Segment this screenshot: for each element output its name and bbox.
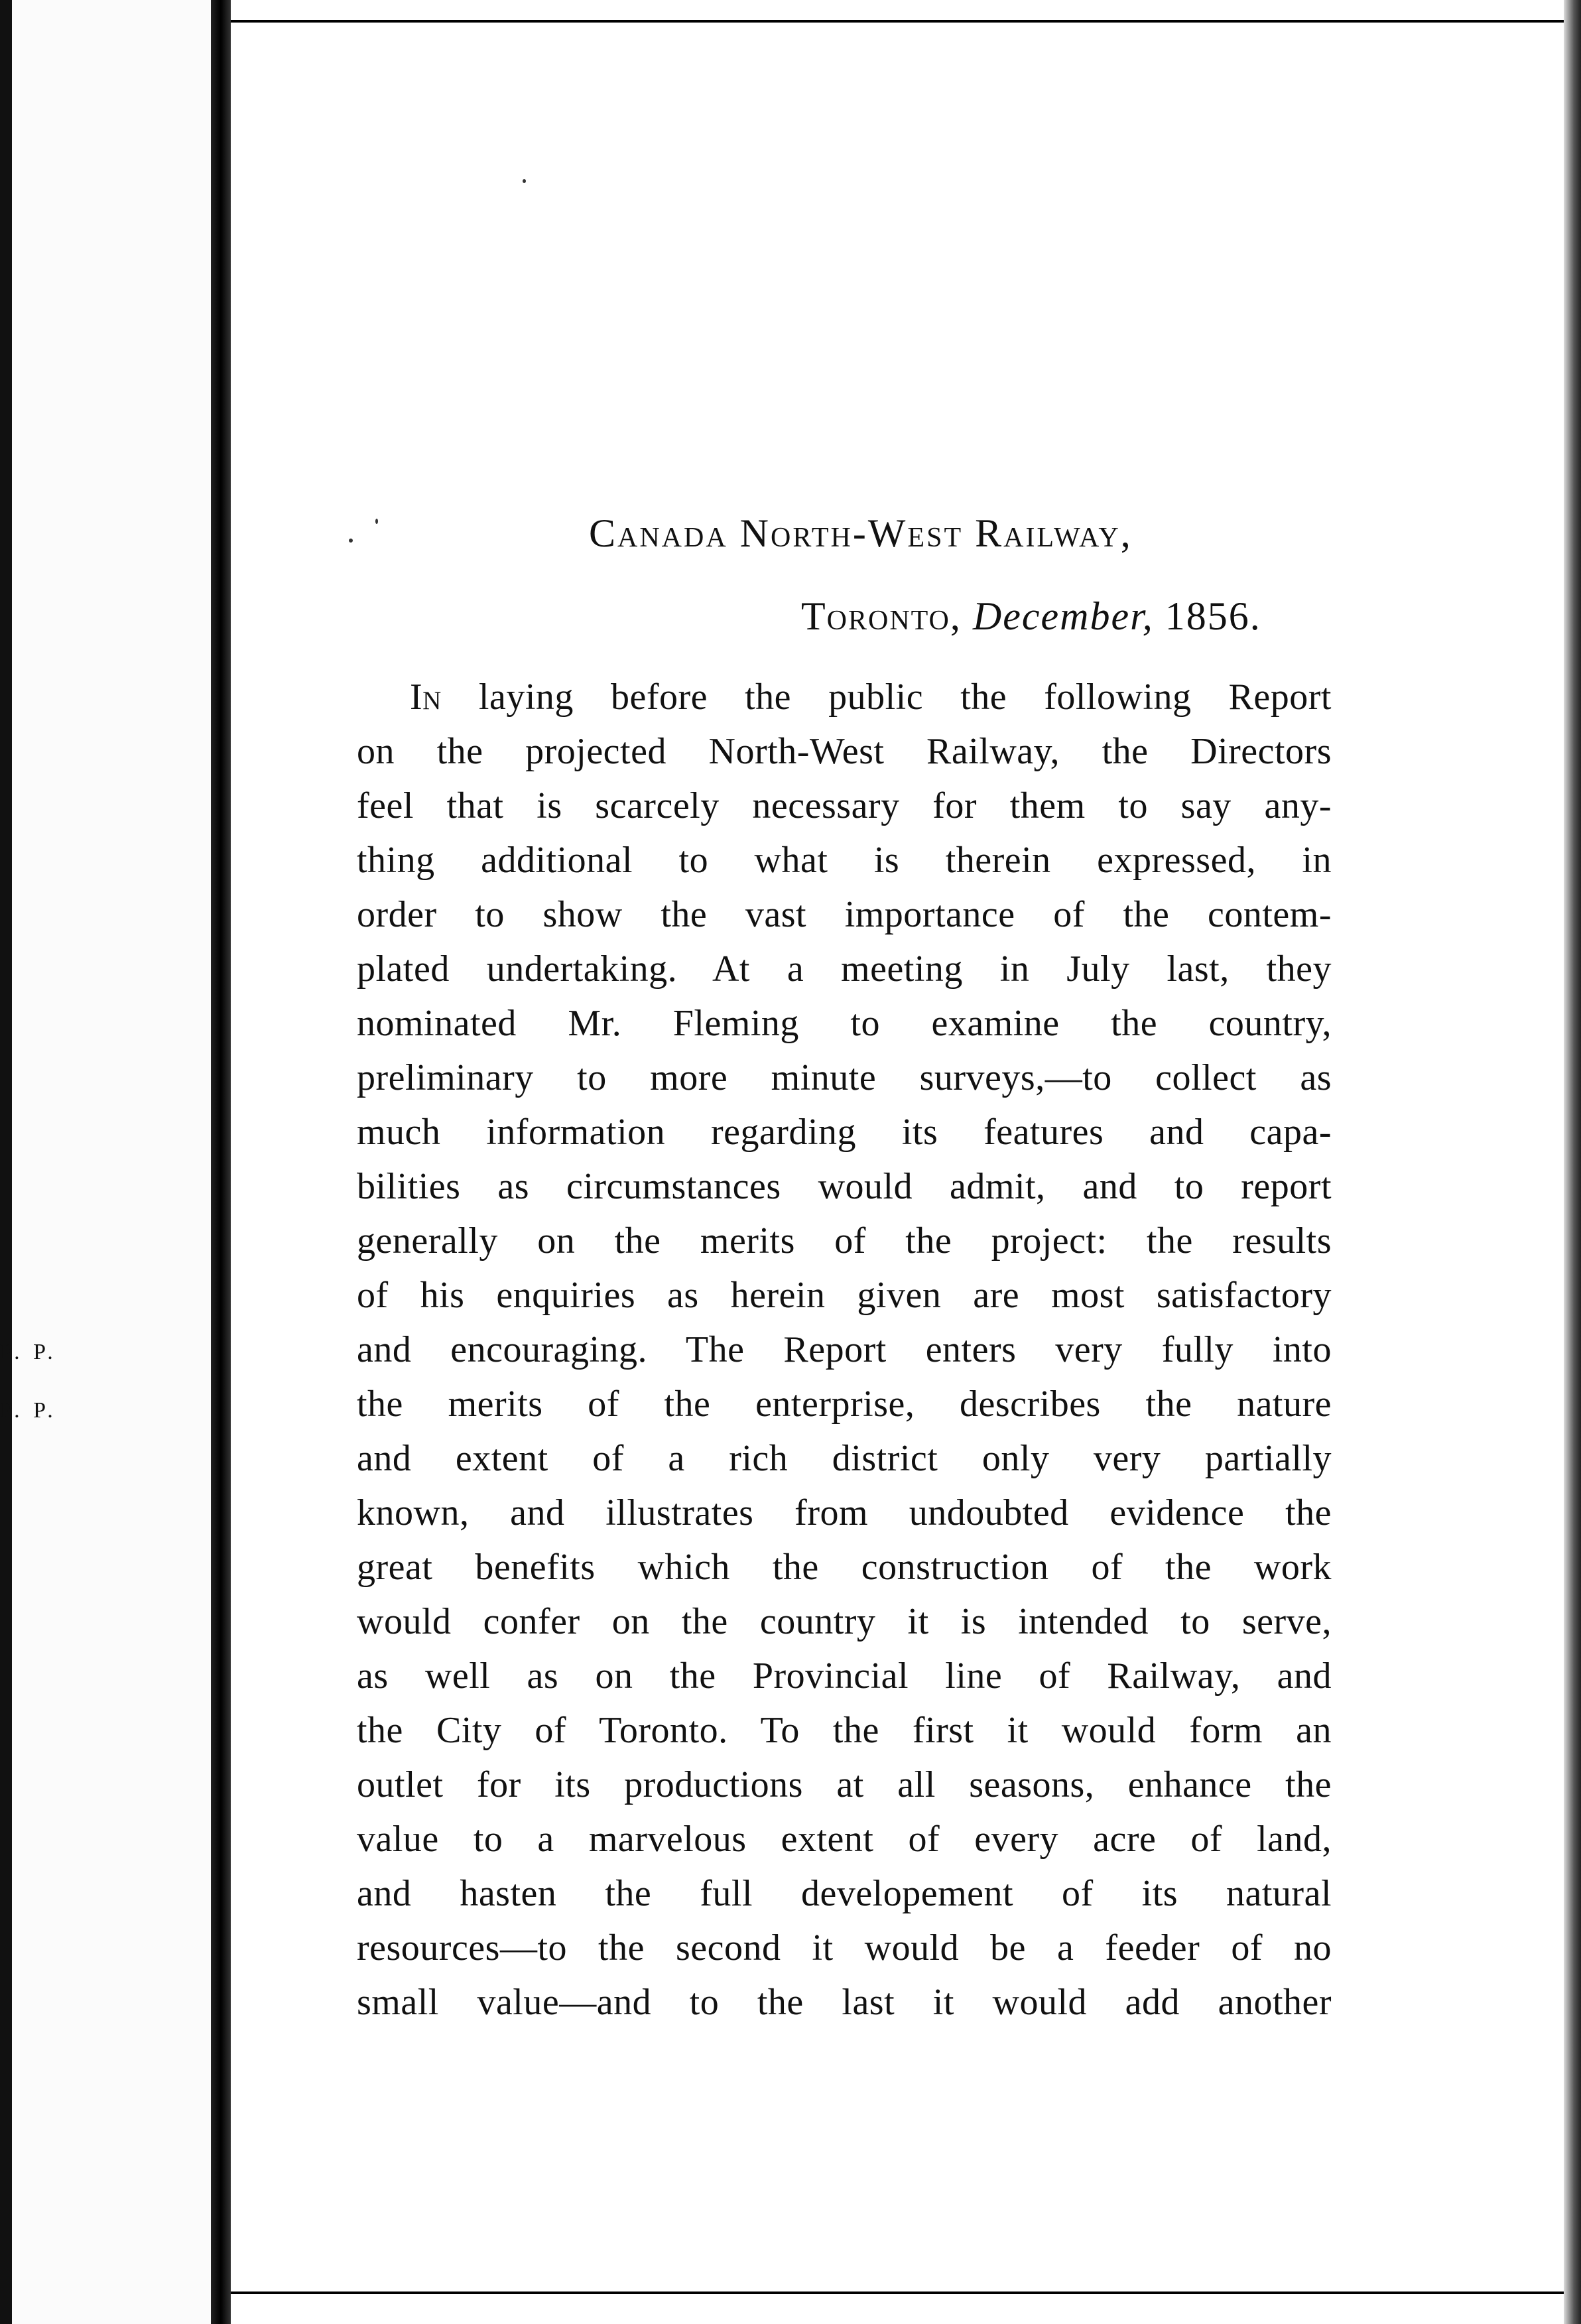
margin-mark-1: P. P. bbox=[0, 1340, 57, 1364]
body-line: order to show the vast importance of the contem- bbox=[357, 894, 1332, 935]
body-line: thing additional to what is therein expressed, in bbox=[357, 840, 1332, 881]
body-line: known, and illustrates from undoubted evidence the bbox=[357, 1492, 1332, 1533]
bottom-scan-edge bbox=[231, 2292, 1564, 2294]
page-heading: Canada North-West Railway, bbox=[589, 511, 1133, 555]
dateline-place: Toronto, bbox=[801, 594, 962, 638]
drop-word: In bbox=[410, 677, 442, 718]
body-line: great benefits which the construction of the work bbox=[357, 1547, 1332, 1588]
dateline bbox=[801, 594, 1531, 639]
right-scan-edge bbox=[1564, 0, 1581, 2324]
body-paragraph bbox=[357, 670, 1332, 2030]
scan-speck bbox=[375, 519, 378, 524]
body-line: bilities as circumstances would admit, and to report bbox=[357, 1166, 1332, 1207]
body-line: value to a marvelous extent of every acre of land, bbox=[357, 1819, 1332, 1860]
body-line: and hasten the full developement of its natural bbox=[357, 1873, 1332, 1914]
body-line: resources—to the second it would be a feeder of no bbox=[357, 1927, 1332, 1969]
body-line: the City of Toronto. To the first it would form an bbox=[357, 1710, 1332, 1751]
body-line: would confer on the country it is intended to serve, bbox=[357, 1601, 1332, 1642]
book-gutter bbox=[211, 0, 231, 2324]
body-line: on the projected North-West Railway, the Directors bbox=[357, 731, 1332, 772]
body-line: much information regarding its features and capa- bbox=[357, 1112, 1332, 1153]
body-line: the merits of the enterprise, describes the nature bbox=[357, 1384, 1332, 1425]
body-line: nominated Mr. Fleming to examine the country, bbox=[357, 1003, 1332, 1044]
margin-mark-2: P. P. bbox=[0, 1398, 57, 1423]
body-line: plated undertaking. At a meeting in July last, they bbox=[357, 948, 1332, 990]
body-line bbox=[357, 670, 1332, 724]
previous-page-margin bbox=[0, 0, 211, 2324]
dateline-month: December, bbox=[972, 594, 1154, 638]
body-line: of his enquiries as herein given are most satisfactory bbox=[357, 1275, 1332, 1316]
body-line: feel that is scarcely necessary for them to say any- bbox=[357, 785, 1332, 826]
dateline-year: 1856. bbox=[1165, 594, 1261, 638]
body-line: outlet for its productions at all seasons, enhance the bbox=[357, 1764, 1332, 1805]
scan-speck bbox=[523, 179, 526, 183]
body-line: as well as on the Provincial line of Railway, and bbox=[357, 1655, 1332, 1697]
body-line: generally on the merits of the project: the results bbox=[357, 1220, 1332, 1261]
body-line-text: laying before the public the following Report bbox=[441, 677, 1332, 718]
body-line: small value—and to the last it would add another bbox=[357, 1982, 1332, 2023]
left-scan-edge bbox=[0, 0, 12, 2324]
body-line: and encouraging. The Report enters very fully into bbox=[357, 1329, 1332, 1370]
document-page bbox=[231, 0, 1564, 2324]
scan-speck bbox=[349, 539, 353, 543]
top-scan-edge bbox=[231, 20, 1564, 23]
body-line: preliminary to more minute surveys,—to collect as bbox=[357, 1057, 1332, 1098]
body-line: and extent of a rich district only very partially bbox=[357, 1438, 1332, 1479]
